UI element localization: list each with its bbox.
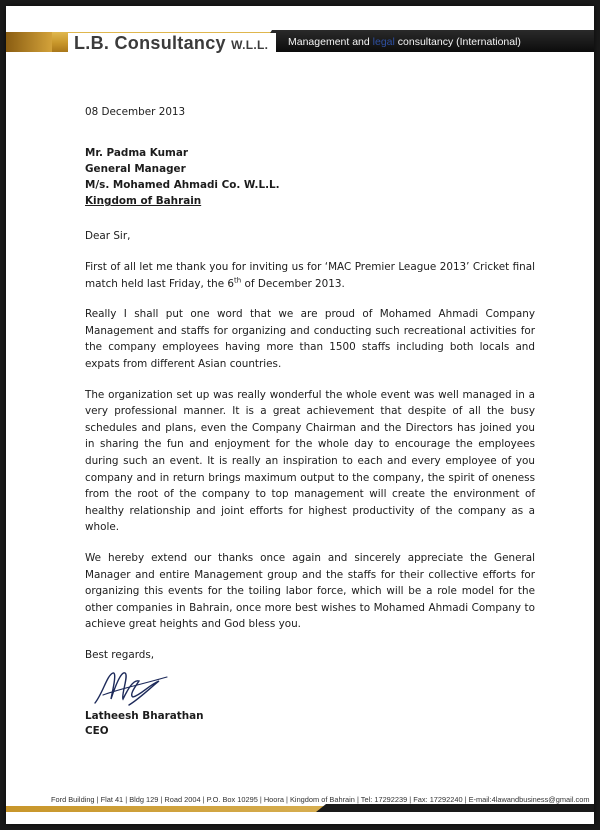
- paragraph-1-end: of December 2013.: [241, 277, 345, 290]
- letter-footer: [6, 788, 594, 818]
- paragraph-3: The organization set up was really wonderful the whole event was well managed in a very professional manner. It is a great achievement that despite of all the busy schedules and plans, even the Company Chairman and the Directors has joined you in sharing the fun and enjoyment for the whole day to encourage the employees during such an event. It is really an inspiration to each and every employee of you company and in return brings maximum output to the company, the spirit of oneness from the root of the company to top management will create the environment of healthy relationship and joint efforts for highest productivity of the company as a whole.: [85, 388, 535, 534]
- recipient-title: General Manager: [85, 162, 186, 175]
- signature-scribble-icon: [89, 665, 179, 709]
- letter-body: [85, 104, 535, 739]
- signer-title: CEO: [85, 725, 109, 738]
- recipient-address: [85, 145, 535, 210]
- company-suffix: W.L.L.: [231, 38, 269, 52]
- company-name: L.B. Consultancy: [74, 33, 226, 53]
- signature: [85, 665, 535, 709]
- paragraph-1: [85, 259, 535, 292]
- recipient-name: Mr. Padma Kumar: [85, 146, 189, 159]
- salutation: Dear Sir,: [85, 230, 131, 243]
- tagline-overprint: legal: [372, 36, 395, 48]
- tagline-part1: Management and: [288, 36, 370, 48]
- footer-address: Ford Building | Flat 41 | Bldg 129 | Road 2004 | P.O. Box 10295 | Hoora | Kingdom of Bahrain | Tel: 17292239 | Fax: 17292240 | E-mail:4lawandbusiness@gmail.com: [51, 795, 590, 804]
- letterhead: [6, 28, 594, 54]
- footer-dark-band: [316, 804, 594, 812]
- paragraph-2: Really I shall put one word that we are proud of Mohamed Ahmadi Company Management and staffs for organizing and conducting such recreational activities for the company employees having more than 1500 staffs including both locals and expats from different Asian countries.: [85, 308, 535, 370]
- recipient-country: Kingdom of Bahrain: [85, 195, 202, 208]
- closing: Best regards,: [85, 648, 155, 661]
- recipient-company: M/s. Mohamed Ahmadi Co. W.L.L.: [85, 179, 280, 191]
- signer-name: Latheesh Bharathan: [85, 710, 204, 723]
- letter-date: 08 December 2013: [85, 106, 186, 118]
- company-logo: [68, 33, 276, 53]
- ordinal-suffix: th: [234, 276, 242, 285]
- tagline-part2: consultancy (International): [397, 36, 521, 48]
- paragraph-4: We hereby extend our thanks once again and sincerely appreciate the General Manager and entire Management group and the staffs for their collective efforts for organizing this events for the toiling labor force, which will be a role model for the other companies in Bahrain, once more best wishes to Mohamed Ahmadi Company to achieve great heights and God bless you.: [85, 551, 535, 631]
- letter-page: [6, 6, 594, 824]
- paragraph-1-text: First of all let me thank you for inviting us for ‘MAC Premier League 2013’ Cricket final match held last Friday, the 6: [85, 261, 535, 290]
- letterhead-gold-accent: [6, 32, 52, 52]
- company-tagline: [288, 36, 521, 48]
